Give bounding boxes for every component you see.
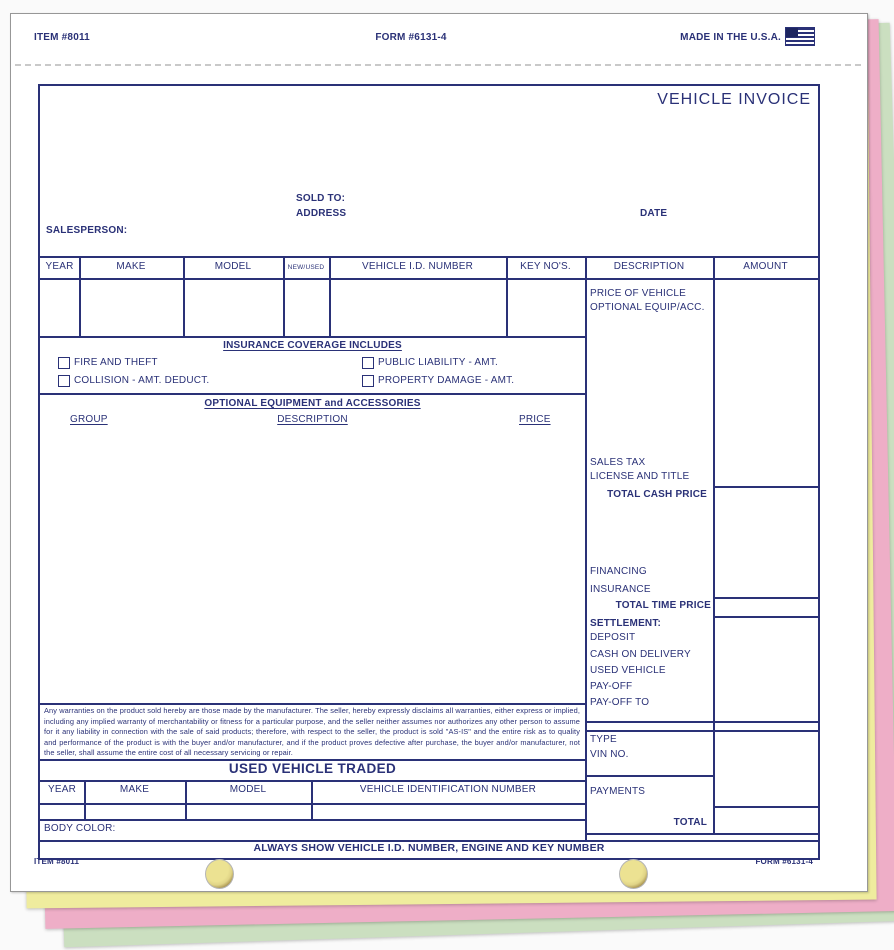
divider-line xyxy=(713,616,818,618)
col-header-model: MODEL xyxy=(214,261,252,272)
insurance-option-label: FIRE AND THEFT xyxy=(74,357,158,368)
insurance-option-label: PUBLIC LIABILITY - AMT. xyxy=(378,357,499,368)
insurance-option-label: PROPERTY DAMAGE - AMT. xyxy=(378,375,515,386)
divider-line xyxy=(40,256,818,258)
invoice-form-body xyxy=(38,84,820,860)
warranty-disclaimer-text: Any warranties on the product sold hereby are those made by the manufacturer. The seller, hereby expressly disclaims all warranties, either express or implied, including any implied warranty of merchantability or fitness for a particular purpose, and the seller neither assumes nor authorizes any other person to assume for it any liability in connection with the sale of said products; therefore, with respect to the seller, the product is sold "AS-IS" and the entire risk as to quality and performance of the product is with the buyer and/or manufacturer, and if the product proves defective after purchase, the buyer and/or manufacturer, not the seller, shall assume the entire cost of all necessary servicing or repair. xyxy=(44,706,580,758)
us-flag-icon xyxy=(785,27,815,46)
total-label: TOTAL xyxy=(673,817,707,828)
divider-line xyxy=(585,721,818,723)
divider-line xyxy=(585,833,818,835)
used-col-year: YEAR xyxy=(47,784,77,795)
insurance-section-title: INSURANCE COVERAGE INCLUDES xyxy=(223,340,402,351)
bottom-item-number: ITEM #8011 xyxy=(34,857,80,866)
cash-on-delivery-label: CASH ON DELIVERY xyxy=(590,649,691,660)
used-vehicle-entry-row[interactable] xyxy=(40,803,585,819)
col-header-key-nos: KEY NO'S. xyxy=(520,261,571,272)
punch-hole-left xyxy=(205,859,234,889)
divider-line xyxy=(713,597,818,599)
used-vehicle-label: USED VEHICLE xyxy=(590,665,666,676)
total-cash-price-label: TOTAL CASH PRICE xyxy=(607,489,707,500)
vin-no-label: VIN NO. xyxy=(590,749,629,760)
price-of-vehicle-label: PRICE OF VEHICLE xyxy=(590,288,686,299)
date-label: DATE xyxy=(640,208,668,219)
col-header-amount: AMOUNT xyxy=(743,261,788,272)
checkbox-property-damage[interactable] xyxy=(362,375,374,387)
vehicle-info-entry-row[interactable] xyxy=(40,278,585,336)
address-label: ADDRESS xyxy=(296,208,347,219)
sales-tax-label: SALES TAX xyxy=(590,457,646,468)
col-header-year: YEAR xyxy=(45,261,74,272)
top-item-number: ITEM #8011 xyxy=(34,32,90,43)
perforation-line xyxy=(15,64,861,66)
used-col-vin: VEHICLE IDENTIFICATION NUMBER xyxy=(359,784,537,795)
divider-line xyxy=(585,256,587,840)
checkbox-fire-and-theft[interactable] xyxy=(58,357,70,369)
reminder-bar: ALWAYS SHOW VEHICLE I.D. NUMBER, ENGINE AND KEY NUMBER xyxy=(253,842,605,854)
pay-off-to-label: PAY-OFF TO xyxy=(590,697,650,708)
total-time-price-label: TOTAL TIME PRICE xyxy=(615,600,711,611)
optional-equipment-entry-area[interactable] xyxy=(40,431,585,701)
top-form-number: FORM #6131-4 xyxy=(375,32,447,43)
sold-to-label: SOLD TO: xyxy=(296,193,346,204)
pay-off-label: PAY-OFF xyxy=(590,681,633,692)
col-header-new-used: NEW/USED xyxy=(287,264,325,271)
punch-hole-right xyxy=(619,859,648,889)
checkbox-public-liability[interactable] xyxy=(362,357,374,369)
divider-line xyxy=(40,819,585,821)
col-header-description: DESCRIPTION xyxy=(613,261,685,272)
optional-equip-label: OPTIONAL EQUIP/ACC. xyxy=(590,302,705,313)
insurance-label: INSURANCE xyxy=(590,584,651,595)
settlement-label: SETTLEMENT: xyxy=(590,618,662,629)
financing-label: FINANCING xyxy=(590,566,647,577)
amount-entry-column[interactable] xyxy=(715,278,818,486)
insurance-option-label: COLLISION - AMT. DEDUCT. xyxy=(74,375,210,386)
invoice-sheet xyxy=(10,13,868,892)
col-header-vin: VEHICLE I.D. NUMBER xyxy=(361,261,474,272)
body-color-label: BODY COLOR: xyxy=(44,823,116,834)
divider-line xyxy=(585,730,818,732)
license-and-title-label: LICENSE AND TITLE xyxy=(590,471,690,482)
used-col-model: MODEL xyxy=(229,784,267,795)
page-title: VEHICLE INVOICE xyxy=(657,91,811,108)
divider-line xyxy=(713,806,818,808)
divider-line xyxy=(40,336,585,338)
divider-line xyxy=(40,703,585,705)
bottom-form-number: FORM #6131-4 xyxy=(755,857,813,866)
deposit-label: DEPOSIT xyxy=(590,632,636,643)
price-column-label: PRICE xyxy=(519,414,551,425)
optional-equipment-title: OPTIONAL EQUIPMENT and ACCESSORIES xyxy=(204,398,421,409)
col-header-make: MAKE xyxy=(116,261,146,272)
group-column-label: GROUP xyxy=(70,414,108,425)
divider-line xyxy=(40,780,585,782)
description-column-label: DESCRIPTION xyxy=(277,414,348,425)
used-col-make: MAKE xyxy=(119,784,150,795)
divider-line xyxy=(713,486,818,488)
divider-line xyxy=(40,393,585,395)
salesperson-label: SALESPERSON: xyxy=(46,225,128,236)
made-in-usa-label: MADE IN THE U.S.A. xyxy=(680,32,781,43)
divider-line xyxy=(585,775,713,777)
checkbox-collision[interactable] xyxy=(58,375,70,387)
type-label: TYPE xyxy=(590,734,617,745)
payments-label: PAYMENTS xyxy=(590,786,646,797)
used-vehicle-traded-title: USED VEHICLE TRADED xyxy=(228,761,397,776)
